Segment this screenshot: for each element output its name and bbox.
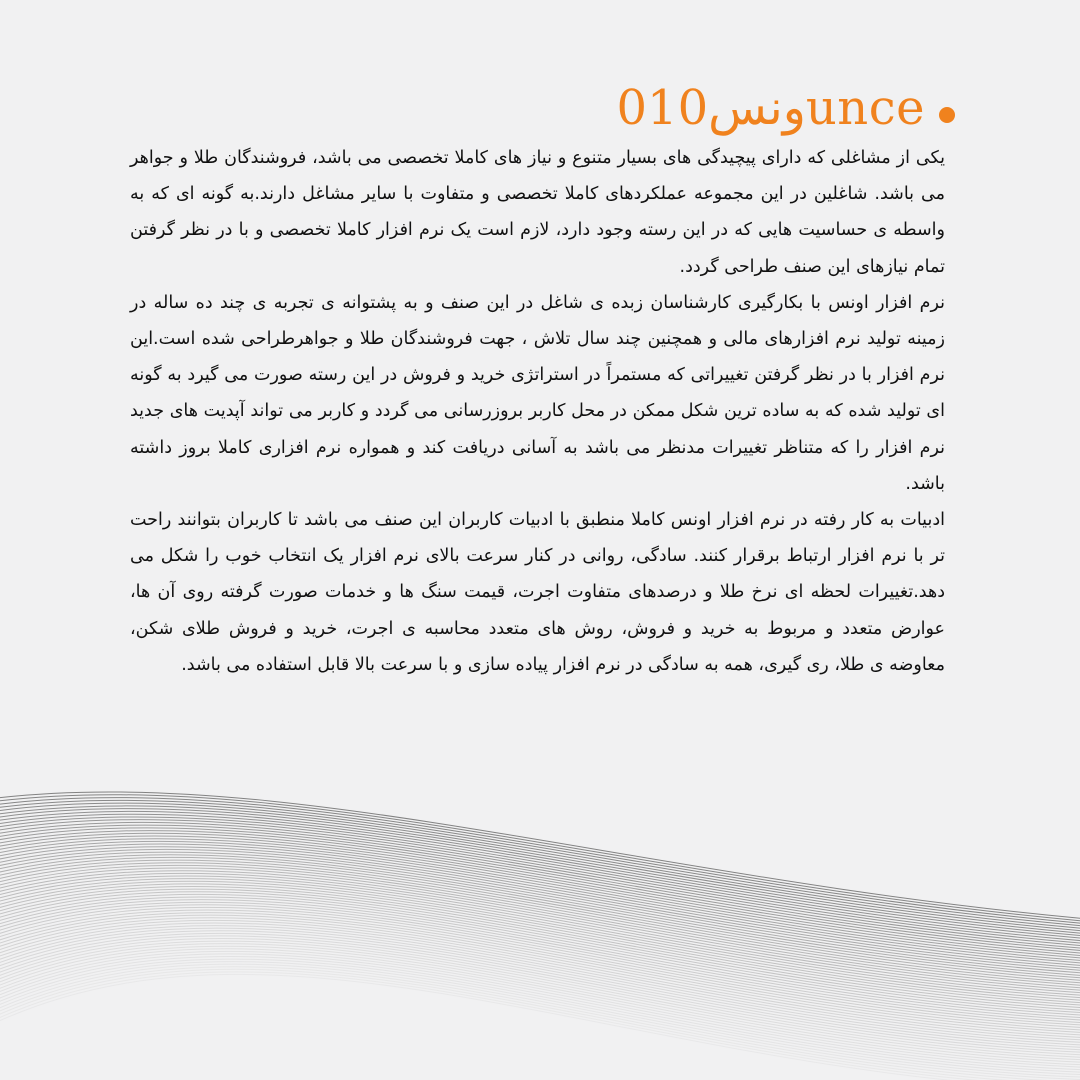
logo-dot — [939, 107, 955, 123]
decorative-waves — [0, 760, 1080, 1080]
paragraph-features: ادبیات به کار رفته در نرم افزار اونس کاملا منطبق با ادبیات کاربران این صنف می باشد تا کاربران بتوانند راحت تر با نرم افزار ارتباط برقرار کنند. سادگی، روانی در کنار سرعت بالای نرم افزار یک انتخاب خوب را شکل می دهد.تغییرات لحظه ای نرخ طلا و درصدهای متفاوت اجرت، قیمت سنگ ها و خدمات صورت گرفته روی آن ها، عوارض متعدد و مربوط به خرید و فروش، روش های متعدد محاسبه ی اجرت، خرید و فروش طلای شکن، معاوضه ی طلا، ری گیری، همه به سادگی در نرم افزار پیاده سازی و با سرعت بالا قابل استفاده می باشد. — [130, 510, 945, 675]
paragraph-intro: یکی از مشاغلی که دارای پیچیدگی های بسیار متنوع و نیاز های کاملا تخصصی می باشد، فروشندگان طلا و جواهر می باشد. شاغلین در این مجموعه عملکردهای کاملا تخصصی و متفاوت با سایر مشاغل دارند.به گونه ای که به واسطه ی حساسیت هایی که در این رسته وجود دارد، لازم است یک نرم افزار کاملا تخصصی و با در نظر گرفتن تمام نیازهای این صنف طراحی گردد. — [130, 148, 945, 277]
logo-text: ونس010unce — [616, 80, 925, 136]
article-body — [130, 140, 945, 683]
wave-line — [0, 806, 1080, 932]
brand-logo — [617, 78, 955, 138]
paragraph-about-software: نرم افزار اونس با بکارگیری کارشناسان زبده ی شاغل در این صنف و به پشتوانه ی تجربه ی چند ده ساله در زمینه تولید نرم افزارهای مالی و همچنین چند سال تلاش ، جهت فروشندگان طلا و جواهرطراحی شده است.این نرم افزار با در نظر گرفتن تغییراتی که مستمراً در استراتژی خرید و فروش در این رسته صورت می گیرد به گونه ای تولید شده که به ساده ترین شکل ممکن در محل کاربر بروزرسانی می گردد و کاربر می تواند آپدیت های جدید نرم افزار را که متناظر تغییرات مدنظر می باشد به آسانی دریافت کند و همواره نرم افزاری کاملا بروز داشته باشد. — [130, 292, 945, 494]
